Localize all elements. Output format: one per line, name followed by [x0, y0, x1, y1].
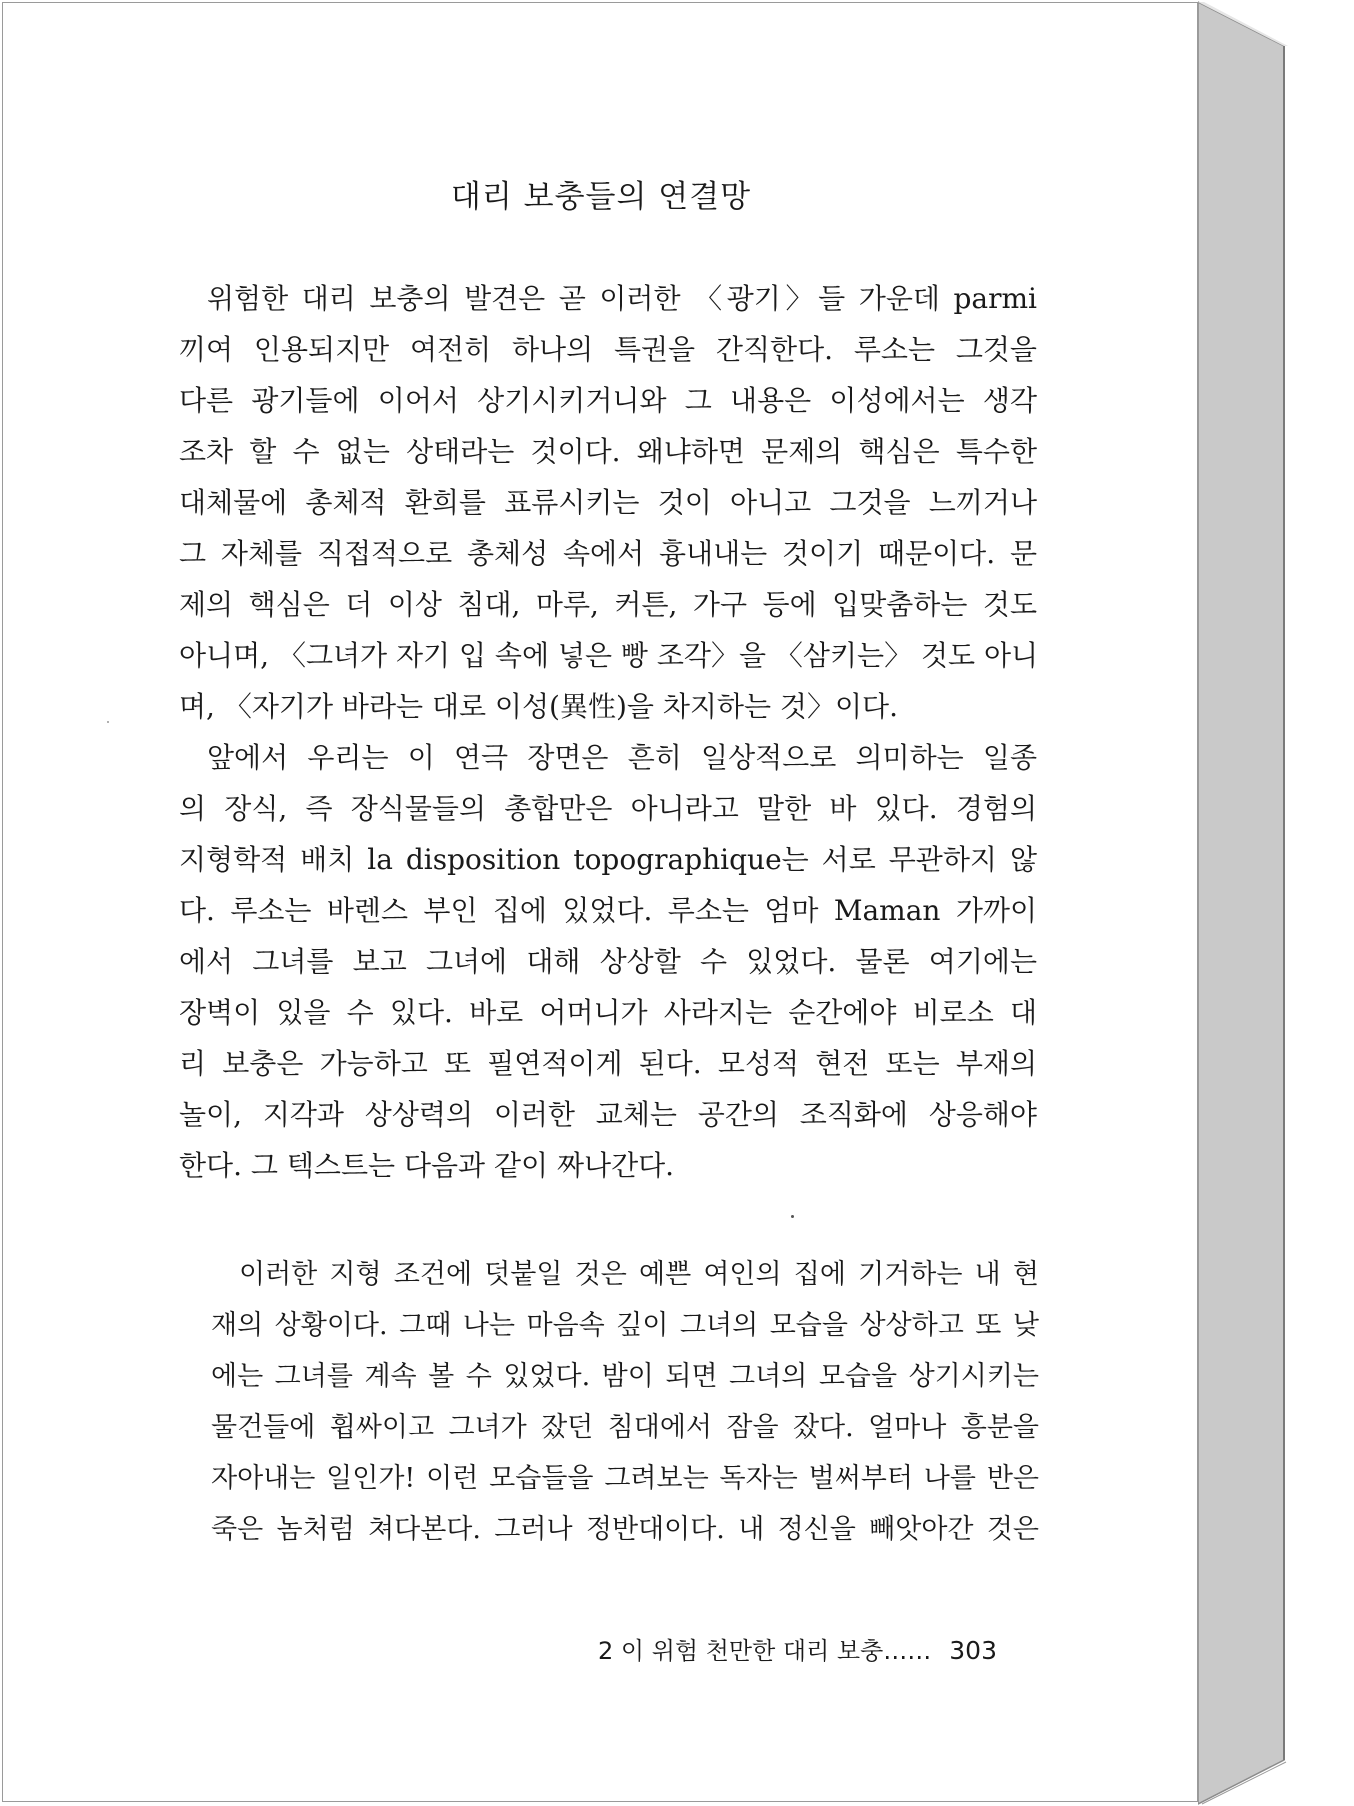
text-line: 제의 핵심은 더 이상 침대, 마루, 커튼, 가구 등에 입맞춤하는 것도: [179, 588, 1037, 621]
paragraph-1: [179, 273, 1037, 732]
text-line: 대체물에 총체적 환희를 표류시키는 것이 아니고 그것을 느끼거나: [179, 486, 1037, 519]
running-footer: [598, 1631, 997, 1666]
text-line: 그 자체를 직접적으로 총체성 속에서 흉내내는 것이기 때문이다. 문: [179, 537, 1037, 570]
page-edge-stack: [1198, 0, 1354, 1806]
block-quotation: [211, 1249, 1039, 1555]
text-line: 앞에서 우리는 이 연극 장면은 흔히 일상적으로 의미하는 일종: [207, 741, 1037, 774]
page: [2, 2, 1198, 1802]
text-line: 위험한 대리 보충의 발견은 곧 이러한 〈광기〉들 가운데 parmi: [207, 282, 1037, 315]
text-line: 재의 상황이다. 그때 나는 마음속 깊이 그녀의 모습을 상상하고 또 낮: [211, 1310, 1039, 1341]
text-line: 자아내는 일인가! 이런 모습들을 그려보는 독자는 벌써부터 나를 반은: [211, 1463, 1039, 1494]
text-line: 조차 할 수 없는 상태라는 것이다. 왜냐하면 문제의 핵심은 특수한: [179, 435, 1037, 468]
text-line: 끼여 인용되지만 여전히 하나의 특권을 간직한다. 루소는 그것을: [179, 333, 1037, 366]
text-line: 아니며, 〈그녀가 자기 입 속에 넣은 빵 조각〉을 〈삼키는〉 것도 아니: [179, 639, 1039, 672]
text-line: 한다. 그 텍스트는 다음과 같이 짜나간다.: [179, 1149, 675, 1182]
print-speck: [107, 721, 109, 723]
text-line: 이러한 지형 조건에 덧붙일 것은 예쁜 여인의 집에 기거하는 내 현: [239, 1259, 1039, 1290]
text-line: 에는 그녀를 계속 볼 수 있었다. 밤이 되면 그녀의 모습을 상기시키는: [211, 1361, 1039, 1392]
page-number: 303: [949, 1636, 997, 1665]
text-line: 며, 〈자기가 바라는 대로 이성(異性)을 차지하는 것〉이다.: [179, 690, 898, 723]
text-line: 다른 광기들에 이어서 상기시키거니와 그 내용은 이성에서는 생각: [179, 384, 1037, 417]
text-line: 물건들에 휩싸이고 그녀가 잤던 침대에서 잠을 잤다. 얼마나 흥분을: [211, 1412, 1039, 1443]
paragraph-2: [179, 732, 1037, 1191]
running-head: 2 이 위험 천만한 대리 보충……: [598, 1637, 932, 1665]
text-line: 리 보충은 가능하고 또 필연적이게 된다. 모성적 현전 또는 부재의: [179, 1047, 1037, 1080]
text-line: 죽은 놈처럼 쳐다본다. 그러나 정반대이다. 내 정신을 빼앗아간 것은: [211, 1514, 1039, 1545]
section-title: 대리 보충들의 연결망: [450, 179, 752, 215]
text-line: 놀이, 지각과 상상력의 이러한 교체는 공간의 조직화에 상응해야: [179, 1098, 1037, 1131]
text-line: 장벽이 있을 수 있다. 바로 어머니가 사라지는 순간에야 비로소 대: [179, 996, 1037, 1029]
text-line: 에서 그녀를 보고 그녀에 대해 상상할 수 있었다. 물론 여기에는: [179, 945, 1037, 978]
text-line: 다. 루소는 바렌스 부인 집에 있었다. 루소는 엄마 Maman 가까이: [179, 894, 1037, 927]
print-speck: [791, 1215, 794, 1218]
text-line: 지형학적 배치 la disposition topographique는 서로 무관하지 않: [179, 843, 1037, 876]
text-line: 의 장식, 즉 장식물들의 총합만은 아니라고 말한 바 있다. 경험의: [179, 792, 1037, 825]
